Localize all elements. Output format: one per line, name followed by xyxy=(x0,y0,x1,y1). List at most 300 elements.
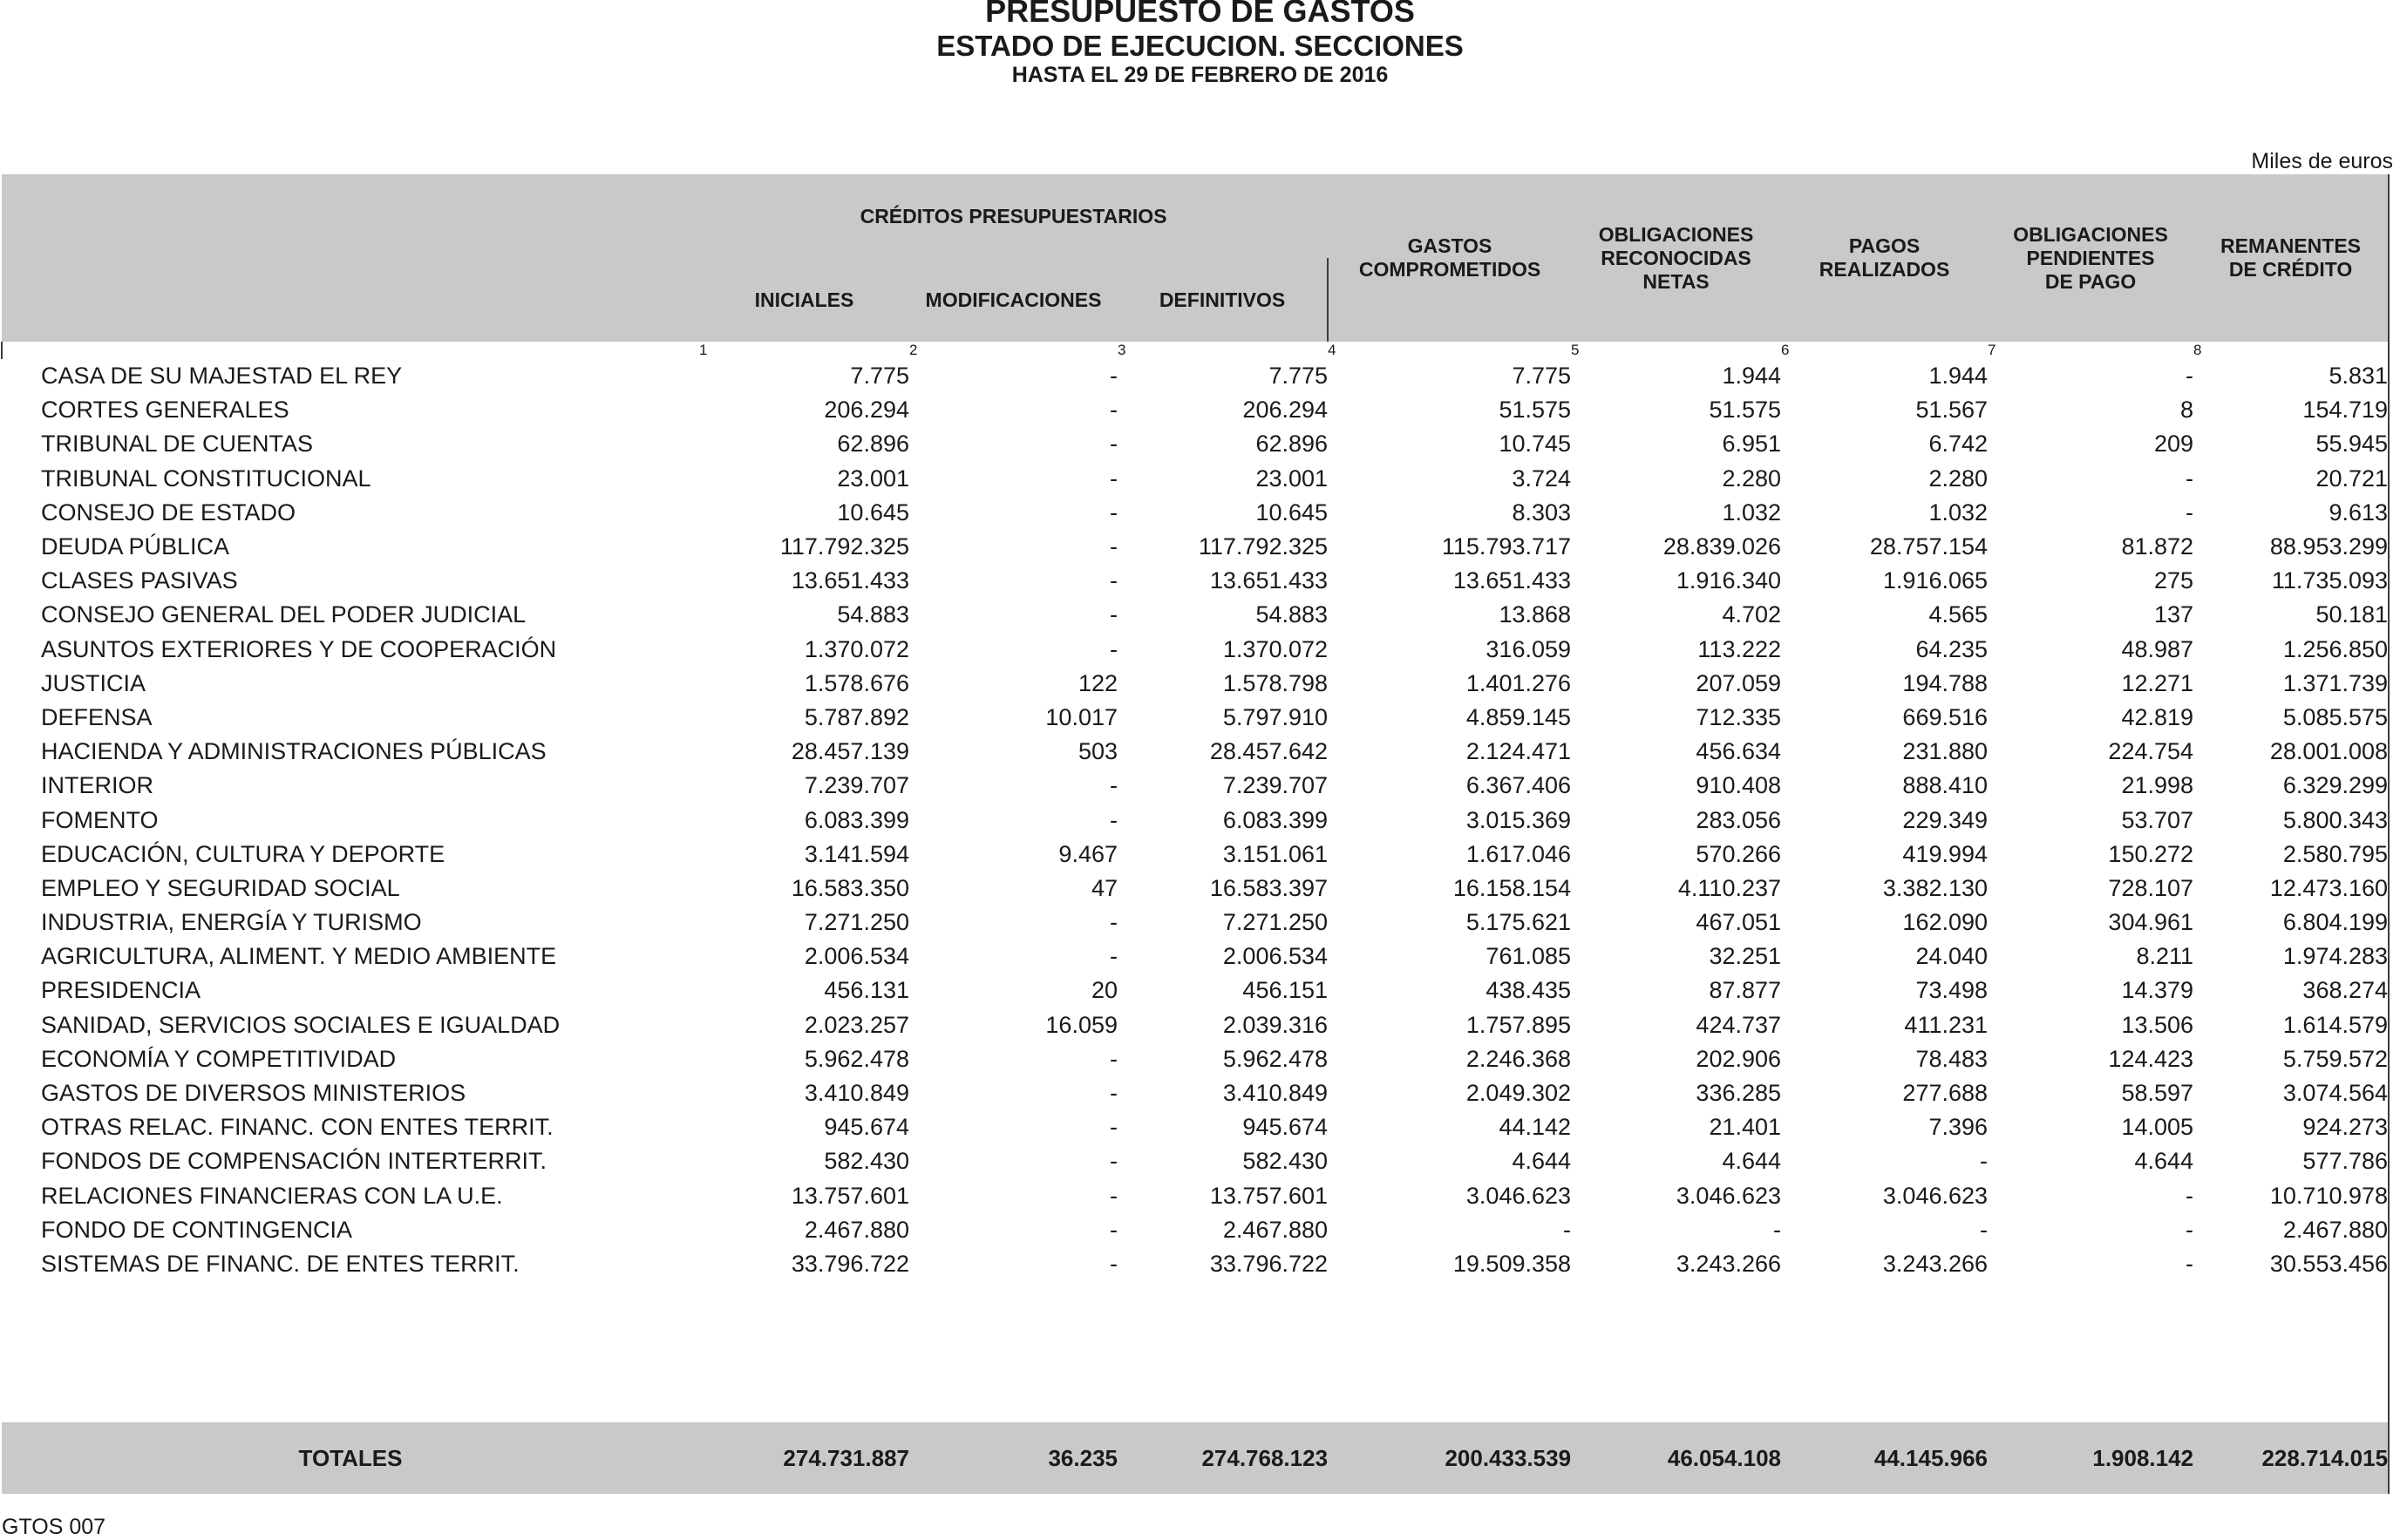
header-definitivos: DEFINITIVOS xyxy=(1118,258,1328,342)
remanentes-value: 5.831 xyxy=(2193,359,2389,393)
obligaciones-reconocidas-value: 28.839.026 xyxy=(1662,533,1782,560)
table-row xyxy=(2,1076,2389,1110)
iniciales-value: 28.457.139 xyxy=(791,738,909,765)
table-row xyxy=(2,974,2389,1007)
obligaciones-reconocidas-value: 1.916.340 xyxy=(1676,567,1782,594)
modificaciones-value: 16.059 xyxy=(1045,1011,1118,1038)
obligaciones-pendientes-value: - xyxy=(2186,1250,2194,1277)
section-name: DEFENSA xyxy=(41,703,153,730)
modificaciones-value: - xyxy=(1110,1148,1118,1175)
table-row xyxy=(2,906,2389,940)
definitivos-value: 28.457.642 xyxy=(1209,738,1329,765)
definitivos-value: 3.410.849 xyxy=(1222,1080,1329,1107)
definitivos-value: 945.674 xyxy=(1242,1114,1329,1141)
remanentes-value: 11.735.093 xyxy=(2193,564,2389,598)
section-name: TRIBUNAL CONSTITUCIONAL xyxy=(41,465,371,492)
definitivos-value: 7.271.250 xyxy=(1222,909,1329,936)
obligaciones-pendientes-value: - xyxy=(2186,499,2194,526)
gastos-comprometidos-value: 761.085 xyxy=(1486,943,1572,970)
obligaciones-pendientes-value: 53.707 xyxy=(2121,806,2194,833)
totals-row xyxy=(2,1422,2389,1494)
gastos-comprometidos-value: 1.617.046 xyxy=(1465,840,1572,867)
header-blank xyxy=(2,174,699,342)
iniciales-value: 1.578.676 xyxy=(804,669,909,696)
obligaciones-pendientes-value: 21.998 xyxy=(2121,772,2194,799)
table-row xyxy=(2,838,2389,872)
table-row xyxy=(2,1179,2389,1213)
table-row xyxy=(2,496,2389,530)
modificaciones-value: - xyxy=(1110,567,1118,594)
iniciales-value: 1.370.072 xyxy=(804,635,909,662)
iniciales-value: 7.271.250 xyxy=(804,909,909,936)
gastos-comprometidos-value: 16.158.154 xyxy=(1452,874,1572,901)
obligaciones-pendientes-value: 14.379 xyxy=(2121,977,2194,1004)
section-name: FONDOS DE COMPENSACIÓN INTERTERRIT. xyxy=(41,1148,547,1175)
pagos-realizados-value: 162.090 xyxy=(1902,909,1989,936)
modificaciones-value: - xyxy=(1110,1182,1118,1209)
totals-obligaciones-reconocidas: 46.054.108 xyxy=(1571,1422,1781,1494)
definitivos-value: 5.797.910 xyxy=(1222,703,1329,730)
obligaciones-reconocidas-value: - xyxy=(1773,1216,1782,1243)
iniciales-value: 23.001 xyxy=(837,465,909,492)
definitivos-value: 33.796.722 xyxy=(1209,1250,1329,1277)
remanentes-value: 50.181 xyxy=(2193,598,2389,632)
definitivos-value: 23.001 xyxy=(1255,465,1329,492)
header-obligaciones-pendientes: OBLIGACIONES PENDIENTES DE PAGO xyxy=(1988,174,2193,342)
gastos-comprometidos-value: 3.724 xyxy=(1512,465,1572,492)
gastos-comprometidos-value: 7.775 xyxy=(1512,363,1572,390)
obligaciones-pendientes-value: 14.005 xyxy=(2121,1114,2194,1141)
obligaciones-pendientes-value: 8 xyxy=(2180,397,2194,424)
modificaciones-value: 122 xyxy=(1078,669,1118,696)
header-creditos-presupuestarios: CRÉDITOS PRESUPUESTARIOS xyxy=(699,174,1328,258)
definitivos-value: 16.583.397 xyxy=(1209,874,1329,901)
page-code: GTOS 007 xyxy=(2,1515,106,1539)
section-name: CLASES PASIVAS xyxy=(41,567,238,594)
pagos-realizados-value: 1.916.065 xyxy=(1882,567,1989,594)
section-name: SANIDAD, SERVICIOS SOCIALES E IGUALDAD xyxy=(41,1011,561,1038)
obligaciones-reconocidas-value: 202.906 xyxy=(1696,1045,1782,1072)
obligaciones-reconocidas-value: 3.243.266 xyxy=(1676,1250,1782,1277)
remanentes-value: 924.273 xyxy=(2193,1110,2389,1144)
remanentes-value: 3.074.564 xyxy=(2193,1076,2389,1110)
gastos-comprometidos-value: 115.793.717 xyxy=(1441,533,1572,560)
gastos-comprometidos-value: 3.015.369 xyxy=(1465,806,1572,833)
table-row xyxy=(2,1144,2389,1178)
table-row xyxy=(2,872,2389,906)
section-name: FOMENTO xyxy=(41,806,159,833)
obligaciones-reconocidas-value: 51.575 xyxy=(1709,397,1782,424)
header-remanentes-credito: REMANENTES DE CRÉDITO xyxy=(2193,174,2389,342)
obligaciones-reconocidas-value: 283.056 xyxy=(1696,806,1782,833)
pagos-realizados-value: - xyxy=(1980,1148,1989,1175)
definitivos-value: 456.151 xyxy=(1242,977,1329,1004)
iniciales-value: 13.651.433 xyxy=(791,567,909,594)
definitivos-value: 62.896 xyxy=(1255,431,1329,458)
section-name: TRIBUNAL DE CUENTAS xyxy=(41,431,314,458)
iniciales-value: 13.757.601 xyxy=(791,1182,909,1209)
obligaciones-reconocidas-value: 207.059 xyxy=(1696,669,1782,696)
iniciales-value: 5.787.892 xyxy=(804,703,909,730)
header-gastos-comprometidos: GASTOS COMPROMETIDOS xyxy=(1328,174,1571,342)
modificaciones-value: - xyxy=(1110,601,1118,628)
header-pagos-realizados: PAGOS REALIZADOS xyxy=(1781,174,1988,342)
pagos-realizados-value: 194.788 xyxy=(1902,669,1989,696)
obligaciones-pendientes-value: 48.987 xyxy=(2121,635,2194,662)
pagos-realizados-value: 1.944 xyxy=(1928,363,1989,390)
gastos-comprometidos-value: 2.246.368 xyxy=(1465,1045,1572,1072)
obligaciones-reconocidas-value: 1.944 xyxy=(1722,363,1782,390)
obligaciones-pendientes-value: 209 xyxy=(2153,431,2194,458)
modificaciones-value: - xyxy=(1110,533,1118,560)
pagos-realizados-value: 7.396 xyxy=(1928,1114,1989,1141)
remanentes-value: 30.553.456 xyxy=(2193,1247,2389,1281)
report-date: HASTA EL 29 DE FEBRERO DE 2016 xyxy=(1011,63,1389,87)
gastos-comprometidos-value: 4.644 xyxy=(1512,1148,1572,1175)
column-number: 5 xyxy=(1571,342,1580,358)
column-number: 8 xyxy=(2193,342,2389,359)
definitivos-value: 5.962.478 xyxy=(1222,1045,1329,1072)
column-number: 3 xyxy=(1118,342,1126,358)
pagos-realizados-value: 4.565 xyxy=(1928,601,1989,628)
table-row xyxy=(2,598,2389,632)
modificaciones-value: - xyxy=(1110,806,1118,833)
obligaciones-pendientes-value: 150.272 xyxy=(2108,840,2194,867)
obligaciones-pendientes-value: 728.107 xyxy=(2108,874,2194,901)
iniciales-value: 206.294 xyxy=(824,397,909,424)
gastos-comprometidos-value: 51.575 xyxy=(1499,397,1572,424)
iniciales-value: 54.883 xyxy=(837,601,909,628)
gastos-comprometidos-value: 438.435 xyxy=(1486,977,1572,1004)
remanentes-value: 5.085.575 xyxy=(2193,701,2389,735)
table-row xyxy=(2,1042,2389,1076)
modificaciones-value: - xyxy=(1110,499,1118,526)
section-name: JUSTICIA xyxy=(41,669,146,696)
obligaciones-reconocidas-value: 712.335 xyxy=(1696,703,1782,730)
remanentes-value: 6.329.299 xyxy=(2193,769,2389,803)
gastos-comprometidos-value: 2.049.302 xyxy=(1465,1080,1572,1107)
pagos-realizados-value: 277.688 xyxy=(1902,1080,1989,1107)
iniciales-value: 3.410.849 xyxy=(804,1080,909,1107)
modificaciones-value: - xyxy=(1110,772,1118,799)
table-row xyxy=(2,359,2389,393)
pagos-realizados-value: - xyxy=(1980,1216,1989,1243)
section-name: OTRAS RELAC. FINANC. CON ENTES TERRIT. xyxy=(41,1114,554,1141)
remanentes-value: 10.710.978 xyxy=(2193,1179,2389,1213)
modificaciones-value: 503 xyxy=(1078,738,1118,765)
iniciales-value: 117.792.325 xyxy=(779,533,909,560)
modificaciones-value: - xyxy=(1110,363,1118,390)
remanentes-value: 1.974.283 xyxy=(2193,940,2389,974)
obligaciones-reconocidas-value: 456.634 xyxy=(1696,738,1782,765)
obligaciones-pendientes-value: - xyxy=(2186,465,2194,492)
section-name: FONDO DE CONTINGENCIA xyxy=(41,1216,353,1243)
table-row xyxy=(2,564,2389,598)
table-row xyxy=(2,701,2389,735)
obligaciones-reconocidas-value: 87.877 xyxy=(1709,977,1782,1004)
pagos-realizados-value: 64.235 xyxy=(1915,635,1989,662)
section-name: EDUCACIÓN, CULTURA Y DEPORTE xyxy=(41,840,445,867)
gastos-comprometidos-value: 19.509.358 xyxy=(1452,1250,1572,1277)
modificaciones-value: - xyxy=(1110,397,1118,424)
table-row xyxy=(2,1213,2389,1247)
section-name: INDUSTRIA, ENERGÍA Y TURISMO xyxy=(41,909,422,936)
gastos-comprometidos-value: 1.401.276 xyxy=(1465,669,1572,696)
section-name: SISTEMAS DE FINANC. DE ENTES TERRIT. xyxy=(41,1250,520,1277)
definitivos-value: 1.370.072 xyxy=(1222,635,1329,662)
remanentes-value: 368.274 xyxy=(2193,974,2389,1007)
obligaciones-pendientes-value: - xyxy=(2186,1216,2194,1243)
pagos-realizados-value: 3.046.623 xyxy=(1882,1182,1989,1209)
remanentes-value: 12.473.160 xyxy=(2193,872,2389,906)
obligaciones-reconocidas-value: 424.737 xyxy=(1696,1011,1782,1038)
pagos-realizados-value: 3.243.266 xyxy=(1882,1250,1989,1277)
obligaciones-pendientes-value: 304.961 xyxy=(2108,909,2194,936)
iniciales-value: 7.239.707 xyxy=(804,772,909,799)
obligaciones-reconocidas-value: 4.644 xyxy=(1722,1148,1782,1175)
pagos-realizados-value: 51.567 xyxy=(1915,397,1989,424)
section-name: CASA DE SU MAJESTAD EL REY xyxy=(41,363,403,390)
report-subtitle: ESTADO DE EJECUCION. SECCIONES xyxy=(936,30,1464,62)
remanentes-value: 5.800.343 xyxy=(2193,803,2389,837)
section-name: RELACIONES FINANCIERAS CON LA U.E. xyxy=(41,1182,503,1209)
obligaciones-pendientes-value: - xyxy=(2186,363,2194,390)
column-number-blank xyxy=(2,342,699,359)
gastos-comprometidos-value: 10.745 xyxy=(1499,431,1572,458)
totals-modificaciones: 36.235 xyxy=(909,1422,1118,1494)
gastos-comprometidos-value: - xyxy=(1563,1216,1572,1243)
pagos-realizados-value: 411.231 xyxy=(1904,1011,1989,1038)
pagos-realizados-value: 669.516 xyxy=(1902,703,1989,730)
header-modificaciones: MODIFICACIONES xyxy=(909,258,1118,342)
remanentes-value: 20.721 xyxy=(2193,462,2389,496)
modificaciones-value: - xyxy=(1110,1114,1118,1141)
remanentes-value: 154.719 xyxy=(2193,393,2389,427)
iniciales-value: 945.674 xyxy=(824,1114,909,1141)
pagos-realizados-value: 3.382.130 xyxy=(1882,874,1989,901)
definitivos-value: 6.083.399 xyxy=(1222,806,1329,833)
units-label: Miles de euros xyxy=(2251,149,2393,173)
pagos-realizados-value: 2.280 xyxy=(1928,465,1989,492)
section-name: INTERIOR xyxy=(41,772,154,799)
pagos-realizados-value: 78.483 xyxy=(1915,1045,1989,1072)
remanentes-value: 1.371.739 xyxy=(2193,667,2389,701)
section-name: GASTOS DE DIVERSOS MINISTERIOS xyxy=(41,1080,466,1107)
obligaciones-reconocidas-value: 3.046.623 xyxy=(1676,1182,1782,1209)
definitivos-value: 1.578.798 xyxy=(1222,669,1329,696)
modificaciones-value: - xyxy=(1110,465,1118,492)
gastos-comprometidos-value: 4.859.145 xyxy=(1465,703,1572,730)
gastos-comprometidos-value: 5.175.621 xyxy=(1465,909,1572,936)
obligaciones-reconocidas-value: 1.032 xyxy=(1722,499,1782,526)
table-row xyxy=(2,803,2389,837)
column-number: 6 xyxy=(1781,342,1790,358)
gastos-comprometidos-value: 316.059 xyxy=(1486,635,1572,662)
budget-table xyxy=(1,174,2390,1494)
gastos-comprometidos-value: 3.046.623 xyxy=(1465,1182,1572,1209)
obligaciones-reconocidas-value: 6.951 xyxy=(1722,431,1782,458)
iniciales-value: 6.083.399 xyxy=(804,806,909,833)
table-row xyxy=(2,393,2389,427)
modificaciones-value: - xyxy=(1110,1045,1118,1072)
totals-pagos-realizados: 44.145.966 xyxy=(1781,1422,1988,1494)
definitivos-value: 13.651.433 xyxy=(1209,567,1329,594)
gastos-comprometidos-value: 13.651.433 xyxy=(1452,567,1572,594)
section-name: ASUNTOS EXTERIORES Y DE COOPERACIÓN xyxy=(41,635,557,662)
modificaciones-value: - xyxy=(1110,1216,1118,1243)
obligaciones-reconocidas-value: 4.702 xyxy=(1722,601,1782,628)
pagos-realizados-value: 888.410 xyxy=(1902,772,1989,799)
obligaciones-pendientes-value: 81.872 xyxy=(2121,533,2194,560)
definitivos-value: 2.467.880 xyxy=(1222,1216,1329,1243)
obligaciones-pendientes-value: 42.819 xyxy=(2121,703,2194,730)
gastos-comprometidos-value: 13.868 xyxy=(1499,601,1572,628)
table-row xyxy=(2,1110,2389,1144)
modificaciones-value: - xyxy=(1110,635,1118,662)
section-name: AGRICULTURA, ALIMENT. Y MEDIO AMBIENTE xyxy=(41,943,557,970)
modificaciones-value: - xyxy=(1110,909,1118,936)
obligaciones-pendientes-value: - xyxy=(2186,1182,2194,1209)
obligaciones-reconocidas-value: 113.222 xyxy=(1697,635,1782,662)
table-row xyxy=(2,462,2389,496)
table-row xyxy=(2,633,2389,667)
remanentes-value: 28.001.008 xyxy=(2193,735,2389,769)
definitivos-value: 2.039.316 xyxy=(1222,1011,1329,1038)
iniciales-value: 456.131 xyxy=(824,977,909,1004)
totals-iniciales: 274.731.887 xyxy=(699,1422,909,1494)
definitivos-value: 3.151.061 xyxy=(1222,840,1329,867)
iniciales-value: 16.583.350 xyxy=(791,874,909,901)
modificaciones-value: - xyxy=(1110,943,1118,970)
modificaciones-value: 47 xyxy=(1091,874,1118,901)
gastos-comprometidos-value: 44.142 xyxy=(1499,1114,1572,1141)
iniciales-value: 5.962.478 xyxy=(804,1045,909,1072)
obligaciones-pendientes-value: 12.271 xyxy=(2121,669,2194,696)
modificaciones-value: 20 xyxy=(1091,977,1118,1004)
obligaciones-pendientes-value: 58.597 xyxy=(2121,1080,2194,1107)
table-row xyxy=(2,940,2389,974)
modificaciones-value: 9.467 xyxy=(1058,840,1118,867)
gastos-comprometidos-value: 1.757.895 xyxy=(1465,1011,1572,1038)
obligaciones-pendientes-value: 275 xyxy=(2153,567,2194,594)
header-obligaciones-reconocidas: OBLIGACIONES RECONOCIDAS NETAS xyxy=(1571,174,1781,342)
definitivos-value: 7.239.707 xyxy=(1222,772,1329,799)
iniciales-value: 3.141.594 xyxy=(804,840,909,867)
remanentes-value: 1.614.579 xyxy=(2193,1008,2389,1042)
section-name: CONSEJO GENERAL DEL PODER JUDICIAL xyxy=(41,601,527,628)
pagos-realizados-value: 419.994 xyxy=(1902,840,1989,867)
iniciales-value: 10.645 xyxy=(837,499,909,526)
table-row xyxy=(2,1247,2389,1281)
gastos-comprometidos-value: 8.303 xyxy=(1512,499,1572,526)
definitivos-value: 10.645 xyxy=(1255,499,1329,526)
obligaciones-reconocidas-value: 467.051 xyxy=(1696,909,1782,936)
remanentes-value: 9.613 xyxy=(2193,496,2389,530)
pagos-realizados-value: 28.757.154 xyxy=(1869,533,1989,560)
section-name: PRESIDENCIA xyxy=(41,977,201,1004)
section-name: CONSEJO DE ESTADO xyxy=(41,499,296,526)
obligaciones-pendientes-value: 137 xyxy=(2153,601,2194,628)
iniciales-value: 62.896 xyxy=(837,431,909,458)
iniciales-value: 2.467.880 xyxy=(804,1216,909,1243)
table-row xyxy=(2,667,2389,701)
obligaciones-pendientes-value: 124.423 xyxy=(2108,1045,2194,1072)
obligaciones-reconocidas-value: 2.280 xyxy=(1722,465,1782,492)
gastos-comprometidos-value: 2.124.471 xyxy=(1465,738,1572,765)
table-spacer-row xyxy=(2,1281,2389,1422)
remanentes-value: 88.953.299 xyxy=(2193,530,2389,564)
definitivos-value: 582.430 xyxy=(1242,1148,1329,1175)
definitivos-value: 7.775 xyxy=(1268,363,1329,390)
column-number: 7 xyxy=(1988,342,1996,358)
remanentes-value: 5.759.572 xyxy=(2193,1042,2389,1076)
remanentes-value: 2.580.795 xyxy=(2193,838,2389,872)
pagos-realizados-value: 1.032 xyxy=(1928,499,1989,526)
section-name: ECONOMÍA Y COMPETITIVIDAD xyxy=(41,1045,397,1072)
section-name: CORTES GENERALES xyxy=(41,397,289,424)
iniciales-value: 33.796.722 xyxy=(791,1250,909,1277)
pagos-realizados-value: 24.040 xyxy=(1915,943,1989,970)
remanentes-value: 1.256.850 xyxy=(2193,633,2389,667)
pagos-realizados-value: 73.498 xyxy=(1915,977,1989,1004)
obligaciones-pendientes-value: 4.644 xyxy=(2134,1148,2194,1175)
obligaciones-pendientes-value: 224.754 xyxy=(2108,738,2194,765)
obligaciones-pendientes-value: 13.506 xyxy=(2121,1011,2194,1038)
table-row xyxy=(2,1008,2389,1042)
table-row xyxy=(2,530,2389,564)
totals-remanentes: 228.714.015 xyxy=(2193,1422,2389,1494)
remanentes-value: 577.786 xyxy=(2193,1144,2389,1178)
pagos-realizados-value: 6.742 xyxy=(1928,431,1989,458)
definitivos-value: 206.294 xyxy=(1242,397,1329,424)
obligaciones-reconocidas-value: 4.110.237 xyxy=(1677,874,1782,901)
modificaciones-value: - xyxy=(1110,1250,1118,1277)
remanentes-value: 6.804.199 xyxy=(2193,906,2389,940)
table-row xyxy=(2,735,2389,769)
totals-definitivos: 274.768.123 xyxy=(1118,1422,1328,1494)
remanentes-value: 2.467.880 xyxy=(2193,1213,2389,1247)
obligaciones-reconocidas-value: 570.266 xyxy=(1696,840,1782,867)
remanentes-value: 55.945 xyxy=(2193,427,2389,461)
iniciales-value: 582.430 xyxy=(824,1148,909,1175)
totals-gastos-comprometidos: 200.433.539 xyxy=(1328,1422,1571,1494)
section-name: EMPLEO Y SEGURIDAD SOCIAL xyxy=(41,874,400,901)
table-row xyxy=(2,427,2389,461)
pagos-realizados-value: 229.349 xyxy=(1902,806,1989,833)
gastos-comprometidos-value: 6.367.406 xyxy=(1465,772,1572,799)
modificaciones-value: - xyxy=(1110,431,1118,458)
modificaciones-value: 10.017 xyxy=(1045,703,1118,730)
iniciales-value: 2.006.534 xyxy=(804,943,909,970)
definitivos-value: 54.883 xyxy=(1255,601,1329,628)
modificaciones-value: - xyxy=(1110,1080,1118,1107)
pagos-realizados-value: 231.880 xyxy=(1902,738,1989,765)
column-number-row xyxy=(2,342,2389,359)
report-title: PRESUPUESTO DE GASTOS xyxy=(985,0,1415,29)
column-number: 2 xyxy=(909,342,918,358)
obligaciones-reconocidas-value: 910.408 xyxy=(1696,772,1782,799)
definitivos-value: 117.792.325 xyxy=(1198,533,1329,560)
column-number: 1 xyxy=(699,342,708,358)
totals-label: TOTALES xyxy=(2,1422,699,1494)
iniciales-value: 7.775 xyxy=(850,363,909,390)
section-name: HACIENDA Y ADMINISTRACIONES PÚBLICAS xyxy=(41,738,547,765)
table-row xyxy=(2,769,2389,803)
totals-obligaciones-pendientes: 1.908.142 xyxy=(1988,1422,2193,1494)
obligaciones-reconocidas-value: 32.251 xyxy=(1709,943,1782,970)
obligaciones-pendientes-value: 8.211 xyxy=(2136,943,2194,970)
header-iniciales: INICIALES xyxy=(699,258,909,342)
